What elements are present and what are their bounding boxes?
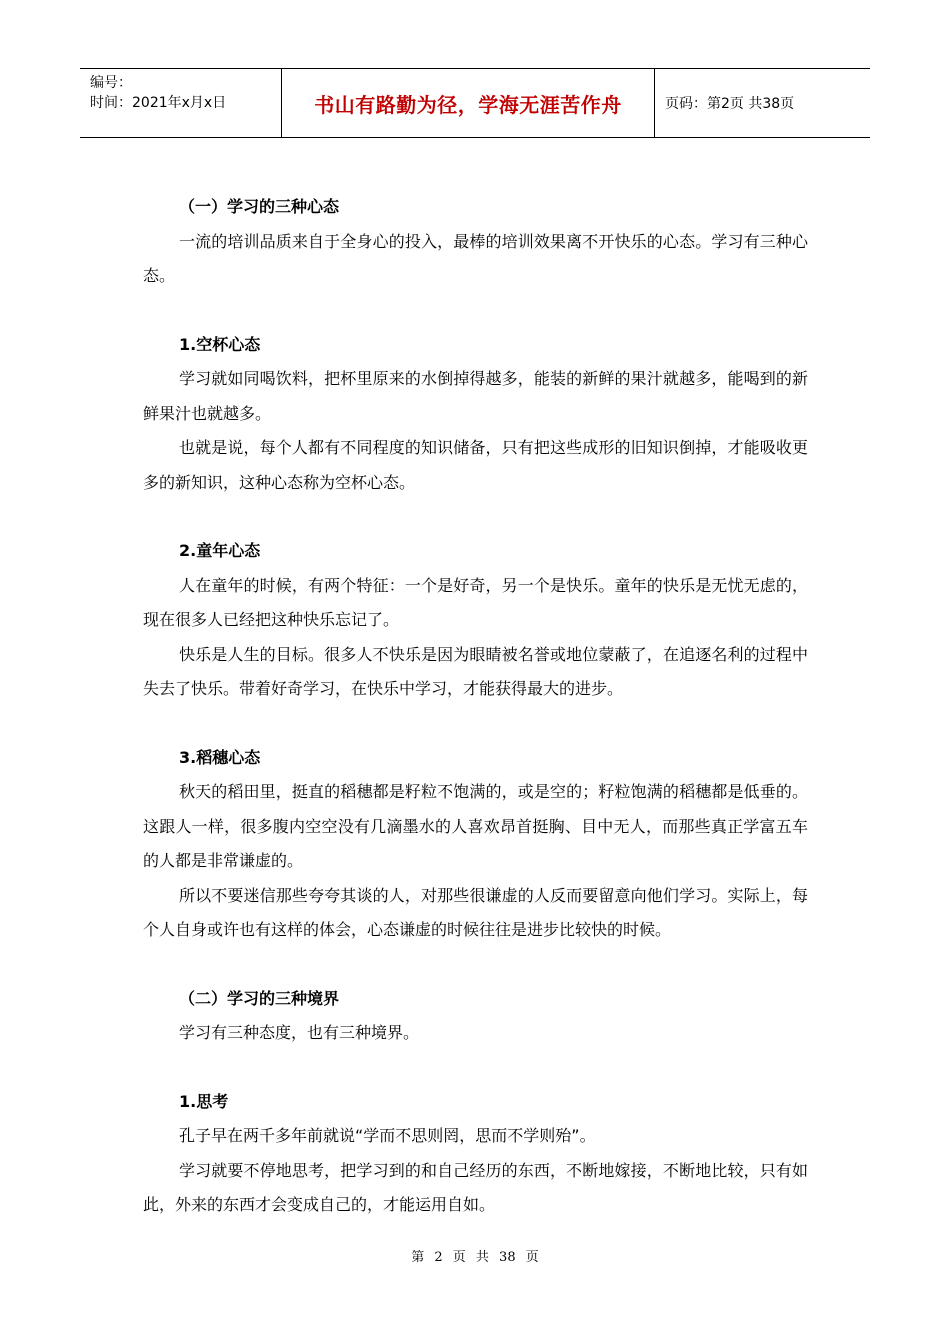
paragraph: 快乐是人生的目标。很多人不快乐是因为眼睛被名誉或地位蒙蔽了，在追逐名利的过程中失去了快乐。带着好奇学习，在快乐中学习，才能获得最大的进步。 — [143, 644, 808, 698]
section-heading: （二）学习的三种境界 — [179, 988, 340, 1008]
paragraph: 一流的培训品质来自于全身心的投入，最棒的培训效果离不开快乐的心态。学习有三种心态。 — [143, 231, 808, 285]
paragraph: 孔子早在两千多年前就说“学而不思则罔，思而不学则殆”。 — [179, 1126, 596, 1145]
document-body — [143, 190, 808, 1223]
paragraph: 学习就要不停地思考，把学习到的和自己经历的东西，不断地嫁接，不断地比较，只有如此，外来的东西才会变成自己的，才能运用自如。 — [143, 1160, 808, 1214]
section-heading: （一）学习的三种心态 — [179, 197, 340, 216]
header-motto: 书山有路勤为径，学海无涯苦作舟 — [282, 69, 655, 137]
subsection-heading: 3.稻穗心态 — [179, 747, 261, 767]
paragraph: 也就是说，每个人都有不同程度的知识储备，只有把这些成形的旧知识倒掉，才能吸收更多的新知识，这种心态称为空杯心态。 — [143, 438, 808, 492]
header-page-info: 页码：第2页 共38页 — [665, 96, 795, 112]
subsection-heading: 1.空杯心态 — [179, 334, 261, 354]
paragraph: 秋天的稻田里，挺直的稻穗都是籽粒不饱满的，或是空的；籽粒饱满的稻穗都是低垂的。这跟人一样，很多腹内空空没有几滴墨水的人喜欢昂首挺胸、目中无人，而那些真正学富五车的人都是非常谦虚的。 — [143, 782, 808, 870]
page-header — [80, 68, 870, 138]
subsection-heading: 2.童年心态 — [179, 541, 261, 560]
document-number-label: 编号： — [90, 75, 132, 91]
subsection-heading: 1.思考 — [179, 1091, 229, 1111]
paragraph: 人在童年的时候，有两个特征：一个是好奇，另一个是快乐。童年的快乐是无忧无虑的，现在很多人已经把这种快乐忘记了。 — [143, 575, 808, 629]
document-date: 时间：2021年x月x日 — [90, 95, 227, 111]
paragraph: 所以不要迷信那些夸夸其谈的人，对那些很谦虚的人反而要留意向他们学习。实际上，每个人自身或许也有这样的体会，心态谦虚的时候往往是进步比较快的时候。 — [143, 885, 808, 939]
paragraph: 学习就如同喝饮料，把杯里原来的水倒掉得越多，能装的新鲜的果汁就越多，能喝到的新鲜果汁也就越多。 — [143, 369, 808, 423]
paragraph: 学习有三种态度，也有三种境界。 — [179, 1023, 420, 1042]
page-footer: 第 2 页 共 38 页 — [411, 1250, 539, 1265]
header-meta — [80, 69, 282, 137]
